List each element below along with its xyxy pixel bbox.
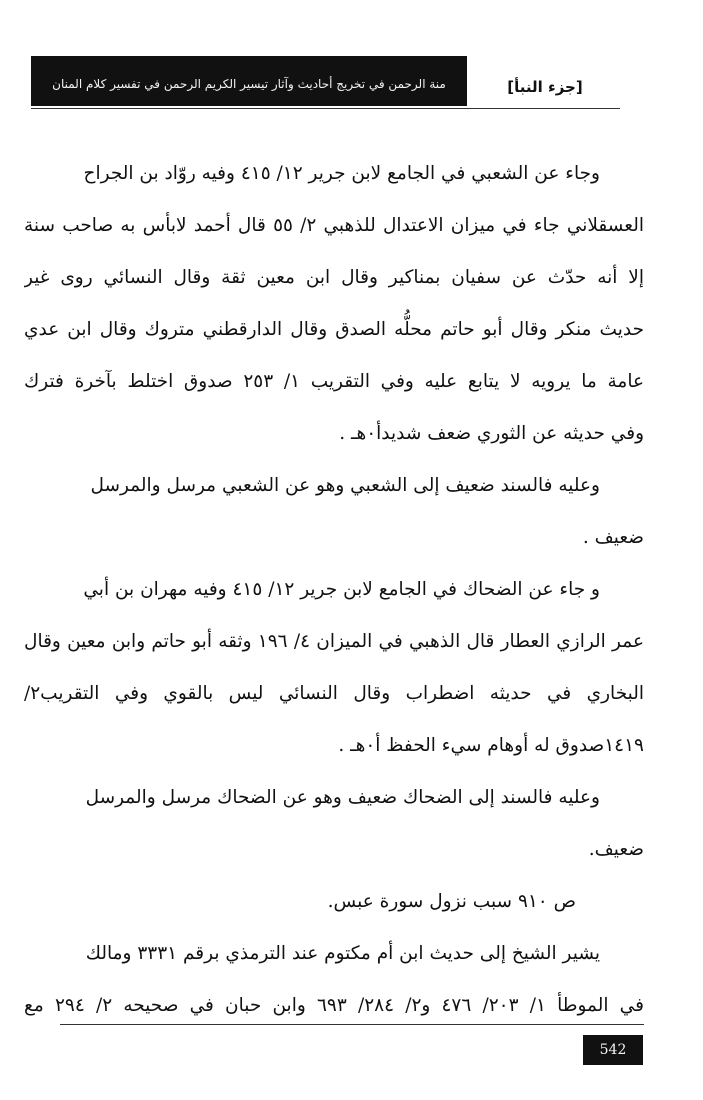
footer-divider xyxy=(60,1024,644,1025)
text-line: وعليه فالسند ضعيف إلى الشعبي وهو عن الشعبي مرسل والمرسل xyxy=(90,475,600,496)
header-divider xyxy=(31,108,620,109)
text-line: وفي حديثه عن الثوري ضعف شديدأ٠هـ . xyxy=(339,423,644,444)
text-line: وعليه فالسند إلى الضحاك ضعيف وهو عن الضحاك مرسل والمرسل xyxy=(85,787,600,808)
text-line: إلا أنه حدّث عن سفيان بمناكير وقال ابن معين ثقة وقال النسائي روى غير xyxy=(24,267,644,288)
book-title-banner: منة الرحمن في تخريج أحاديث وآثار تيسير الكريم الرحمن في تفسير كلام المنان xyxy=(31,56,467,106)
text-line: ص ٩١٠ سبب نزول سورة عبس. xyxy=(327,891,576,912)
text-line: ضعيف . xyxy=(582,527,644,548)
text-line: ضعيف. xyxy=(588,839,644,860)
text-line: و جاء عن الضحاك في الجامع لابن جرير ١٢/ ٤١٥ وفيه مهران بن أبي xyxy=(83,579,600,600)
text-line: وجاء عن الشعبي في الجامع لابن جرير ١٢/ ٤١٥ وفيه روّاد بن الجراح xyxy=(83,163,600,184)
body-text xyxy=(24,148,644,1032)
text-line: ١٤١٩صدوق له أوهام سيء الحفظ أ٠هـ . xyxy=(338,735,644,756)
text-line: في الموطأ ١/ ٢٠٣/ ٤٧٦ و٢/ ٢٨٤/ ٦٩٣ وابن حبان في صحيحه ٢/ ٢٩٤ مع xyxy=(24,995,644,1016)
text-line: حديث منكر وقال أبو حاتم محلُّه الصدق وقال الدارقطني متروك وقال ابن عدي xyxy=(24,319,644,340)
text-line: عمر الرازي العطار قال الذهبي في الميزان ٤/ ١٩٦ وثقه أبو حاتم وابن معين وقال xyxy=(24,631,644,652)
page-number-badge: 542 xyxy=(583,1035,643,1065)
page-header xyxy=(31,56,620,106)
text-line: يشير الشيخ إلى حديث ابن أم مكتوم عند الترمذي برقم ٣٣٣١ ومالك xyxy=(85,943,600,964)
text-line: العسقلاني جاء في ميزان الاعتدال للذهبي ٢/ ٥٥ قال أحمد لابأس به صاحب سنة xyxy=(24,215,644,236)
text-line: البخاري في حديثه اضطراب وقال النسائي ليس بالقوي وفي التقريب٢/ xyxy=(24,683,644,704)
section-label: [جزء النبأ] xyxy=(507,78,583,96)
text-line: عامة ما يرويه لا يتابع عليه وفي التقريب ١/ ٢٥٣ صدوق اختلط بآخرة فترك xyxy=(24,371,644,392)
